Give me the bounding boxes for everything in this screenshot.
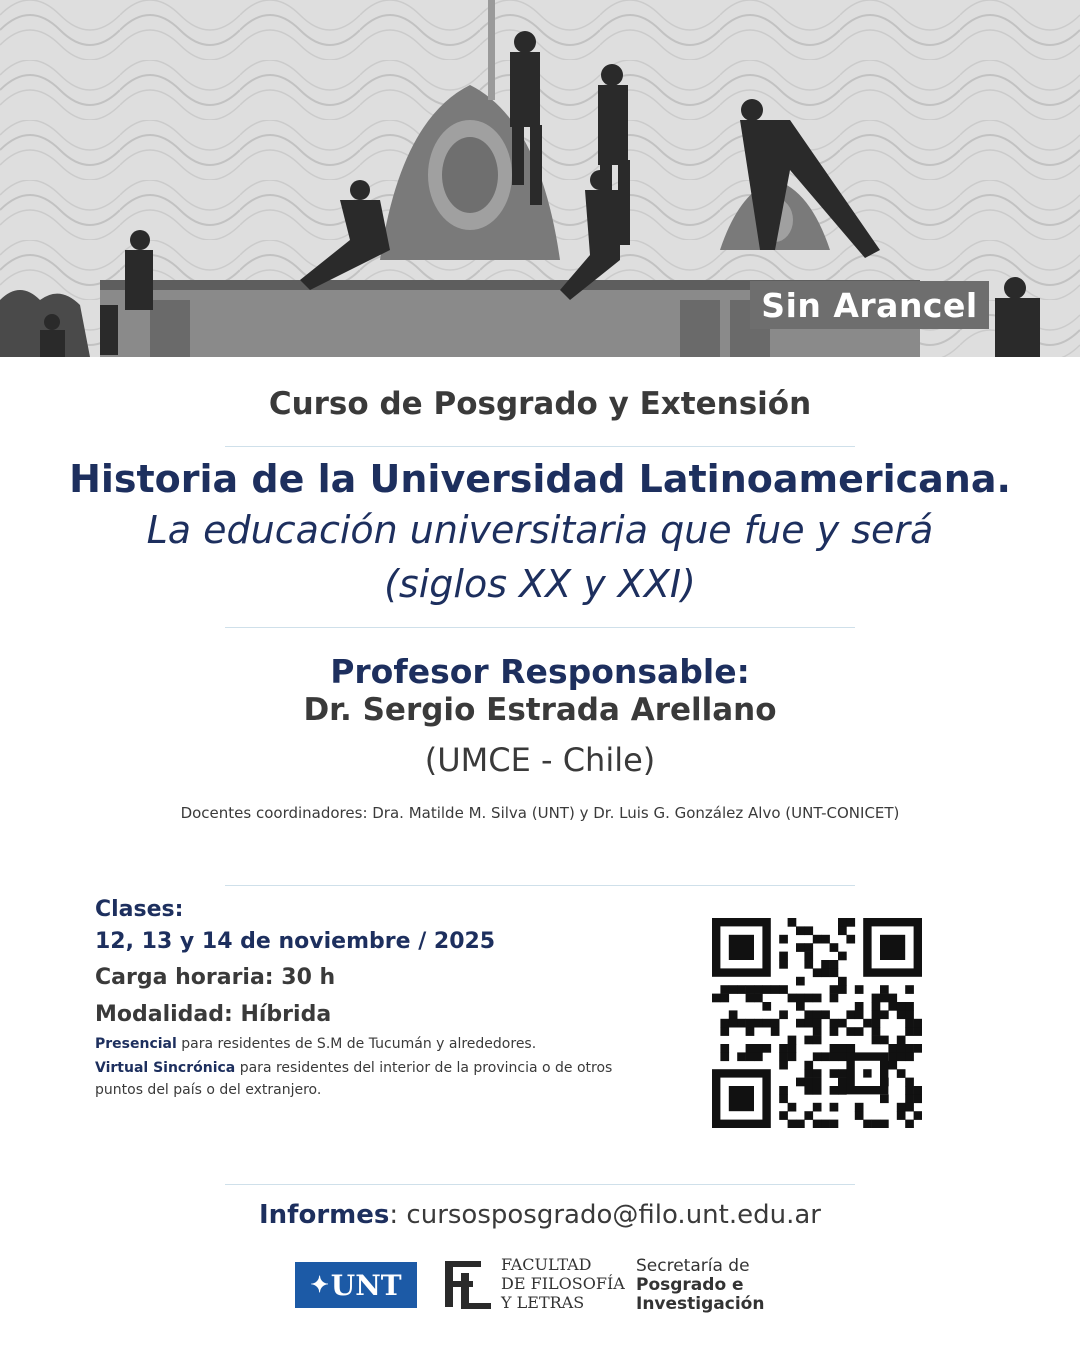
contact-email-link[interactable]: cursosposgrado@filo.unt.edu.ar: [406, 1200, 821, 1230]
divider: [225, 1184, 855, 1185]
course-details: [95, 895, 655, 1101]
presencial-label: Presencial: [95, 1036, 177, 1052]
hero-photo: [0, 0, 1080, 357]
professor-name: Dr. Sergio Estrada Arellano: [303, 692, 777, 728]
professor-institution: (UMCE - Chile): [424, 741, 656, 779]
course-hours: Carga horaria: 30 h: [95, 965, 336, 990]
faculty-line1: FACULTAD: [501, 1255, 592, 1274]
course-type-heading: Curso de Posgrado y Extensión: [268, 386, 812, 422]
course-subtitle-line1: La educación universitaria que fue y será: [146, 508, 934, 552]
professor-heading: Profesor Responsable:: [330, 652, 750, 691]
virtual-label: Virtual Sincrónica: [95, 1060, 236, 1076]
secretariat-line3: Investigación: [636, 1294, 765, 1314]
qr-code-icon[interactable]: [712, 918, 922, 1128]
class-dates: 12, 13 y 14 de noviembre / 2025: [95, 929, 496, 954]
secretariat-line1: Secretaría de: [636, 1256, 750, 1276]
coordinators-text: Docentes coordinadores: Dra. Matilde M. Silva (UNT) y Dr. Luis G. González Alvo (UNT-CONICET): [180, 804, 900, 822]
no-fee-badge: Sin Arancel: [750, 281, 989, 329]
divider: [225, 885, 855, 886]
divider: [225, 627, 855, 628]
contact-line: [0, 1200, 1080, 1230]
unt-logo-text: UNT: [330, 1268, 402, 1302]
contact-label: Informes: [259, 1200, 390, 1230]
course-subtitle-line2: (siglos XX y XXI): [384, 562, 696, 606]
faculty-line2: DE FILOSOFÍA: [501, 1274, 625, 1293]
course-mode: Modalidad: Híbrida: [95, 1002, 332, 1027]
divider: [225, 446, 855, 447]
filo-letras-monogram-icon: [437, 1255, 495, 1313]
logos-row: [0, 1255, 1080, 1315]
qr-code-graphic: [712, 918, 922, 1128]
secretariat-line2: Posgrado e: [636, 1275, 744, 1295]
star-icon: ✦: [310, 1272, 329, 1298]
secretariat-logo-text: [636, 1257, 764, 1314]
faculty-line3: Y LETRAS: [501, 1293, 585, 1312]
virtual-note: [95, 1057, 655, 1101]
unt-logo: [295, 1262, 417, 1308]
presencial-note: [95, 1033, 655, 1055]
course-title: Historia de la Universidad Latinoamericana.: [69, 457, 1011, 501]
presencial-text: para residentes de S.M de Tucumán y alrededores.: [176, 1036, 537, 1052]
contact-separator: :: [389, 1200, 407, 1230]
course-subtitle: [0, 503, 1080, 611]
classes-label: Clases:: [95, 897, 184, 922]
virtual-text: para residentes del interior de la provincia o de otros puntos del país o del extranjero.: [95, 1060, 613, 1098]
faculty-logo-text: [501, 1255, 625, 1312]
